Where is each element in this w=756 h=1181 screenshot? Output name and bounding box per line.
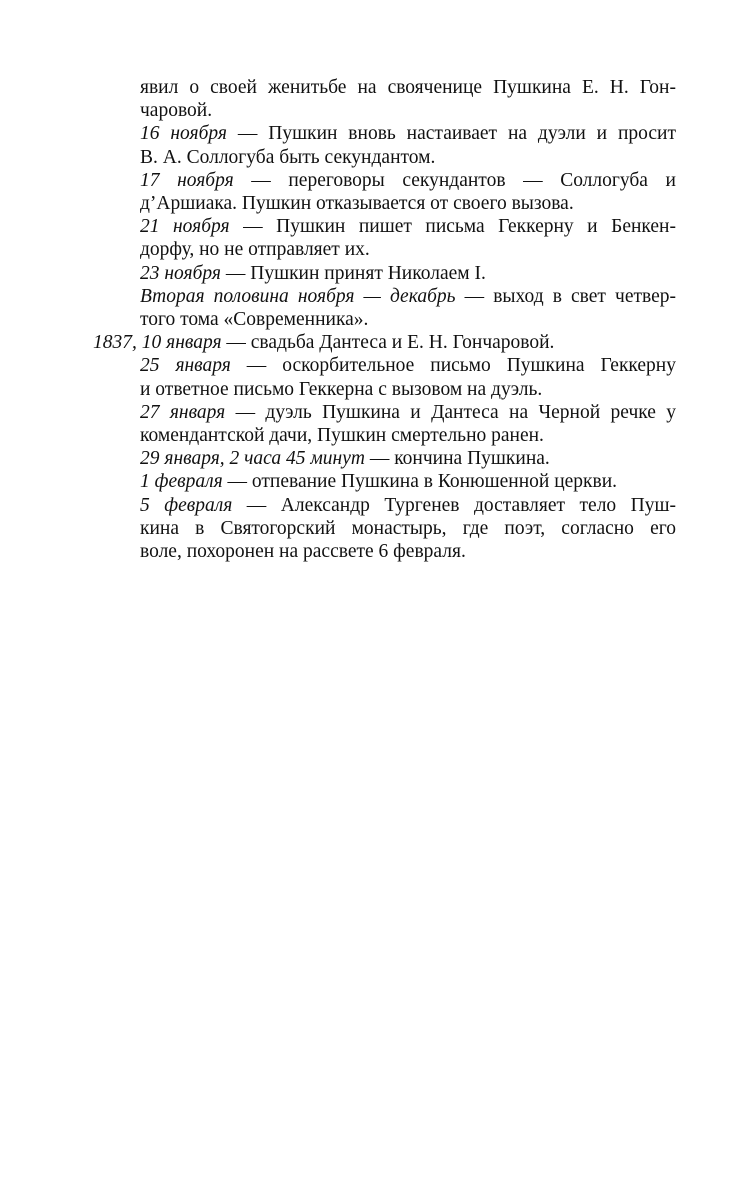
entry-text: явил о своей женитьбе на свояченице Пушкина Е. Н. Гон- bbox=[140, 77, 676, 98]
entry-first-line bbox=[140, 494, 676, 517]
entry-date: 1 февраля bbox=[140, 471, 223, 493]
entry-text: — выход в свет четвер- bbox=[455, 285, 676, 307]
entry-first-line bbox=[140, 76, 676, 99]
entry-first-line bbox=[140, 470, 676, 493]
entry-date: 29 января, 2 часа 45 минут bbox=[140, 448, 365, 470]
entry-continuation-line bbox=[140, 238, 676, 261]
entry-text: — отпевание Пушкина в Конюшенной церкви. bbox=[222, 471, 618, 493]
entry-continuation-line bbox=[140, 99, 676, 122]
entry-date: 17 ноября bbox=[140, 169, 234, 191]
entry-text: В. А. Соллогуба быть секундантом. bbox=[140, 146, 436, 168]
entry-first-line bbox=[140, 447, 676, 470]
entry-first-line bbox=[140, 215, 676, 238]
entry-first-line bbox=[140, 122, 676, 145]
entry-text: — Александр Тургенев доставляет тело Пуш- bbox=[232, 494, 676, 516]
entry-text: — Пушкин вновь настаивает на дуэли и просит bbox=[226, 123, 676, 145]
entry-date: 23 ноября bbox=[140, 262, 221, 284]
entry-text: — оскорбительное письмо Пушкина Геккерну bbox=[230, 355, 676, 377]
entry-text: — дуэль Пушкина и Дантеса на Черной речке у bbox=[225, 401, 676, 423]
entry-date: 5 февраля bbox=[140, 494, 233, 516]
entry-text: комендантской дачи, Пушкин смертельно ранен. bbox=[140, 425, 544, 446]
entry-continuation-line bbox=[140, 540, 676, 563]
entry-date: 16 ноября bbox=[140, 123, 227, 145]
entry-first-line bbox=[93, 331, 676, 354]
entry-continuation-line bbox=[140, 308, 676, 331]
entry-text: кина в Святогорский монастырь, где поэт, согласно его bbox=[140, 517, 676, 539]
entry-text: и ответное письмо Геккерна с вызовом на дуэль. bbox=[140, 378, 543, 400]
entry-text: — Пушкин пишет письма Геккерну и Бенкен- bbox=[229, 216, 676, 238]
entry-text: — кончина Пушкина. bbox=[364, 448, 550, 470]
entry-date: 25 января bbox=[140, 355, 231, 377]
entry-first-line bbox=[140, 169, 676, 192]
entry-first-line bbox=[140, 354, 676, 377]
entry-text: чаровой. bbox=[140, 100, 213, 122]
entry-date: 27 января bbox=[140, 401, 226, 423]
entry-text: воле, похоронен на рассвете 6 февраля. bbox=[140, 541, 466, 562]
entry-continuation-line bbox=[140, 517, 676, 540]
entry-date: 1837, 10 января bbox=[93, 332, 222, 354]
entry-continuation-line bbox=[140, 146, 676, 169]
entry-first-line bbox=[140, 401, 676, 424]
entry-date: Вторая половина ноября — декабрь bbox=[140, 285, 456, 307]
entry-text: — Пушкин принят Николаем I. bbox=[220, 262, 486, 284]
entry-continuation-line bbox=[140, 378, 676, 401]
entry-text: — переговоры секундантов — Соллогуба и bbox=[233, 169, 676, 191]
entry-text: д’Аршиака. Пушкин отказывается от своего вызова. bbox=[140, 193, 574, 214]
entry-date: 21 ноября bbox=[140, 216, 230, 238]
entry-first-line bbox=[140, 285, 676, 308]
entry-text: дорфу, но не отправляет их. bbox=[140, 239, 370, 261]
entry-first-line bbox=[140, 262, 676, 285]
entry-text: того тома «Современника». bbox=[140, 309, 369, 330]
entry-continuation-line bbox=[140, 424, 676, 447]
entry-continuation-line bbox=[140, 192, 676, 215]
entry-text: — свадьба Дантеса и Е. Н. Гончаровой. bbox=[221, 332, 555, 354]
